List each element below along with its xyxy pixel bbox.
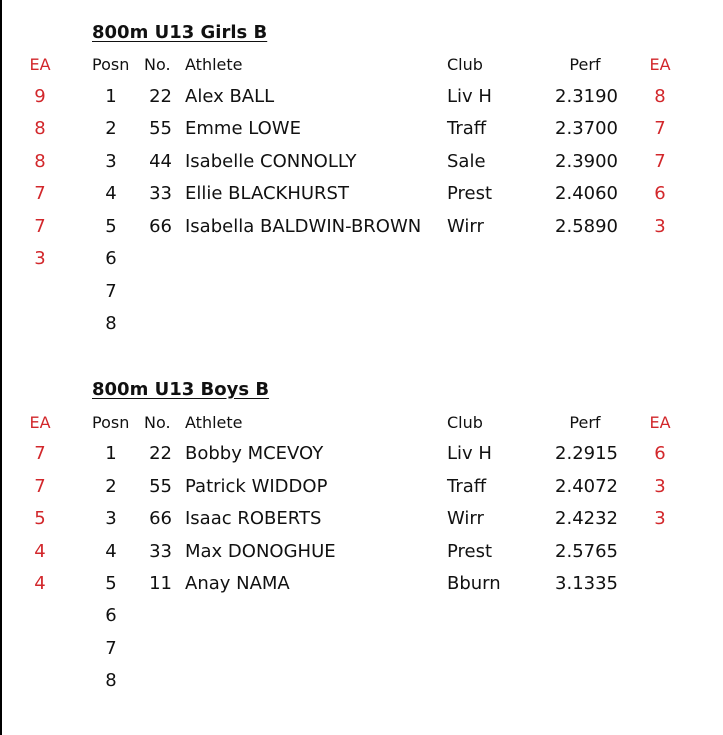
club: Liv H bbox=[447, 443, 492, 464]
performance: 2.3190 bbox=[555, 86, 618, 107]
position: 4 bbox=[105, 541, 117, 562]
position: 6 bbox=[105, 605, 117, 626]
header-athlete: Athlete bbox=[185, 55, 243, 74]
header-perf: Perf bbox=[569, 55, 601, 74]
table-row bbox=[0, 216, 723, 248]
ea-score-right: 3 bbox=[654, 476, 666, 497]
header-no: No. bbox=[144, 413, 171, 432]
ea-score-left: 7 bbox=[34, 216, 46, 237]
position: 7 bbox=[105, 638, 117, 659]
table-row bbox=[0, 86, 723, 118]
table-row bbox=[0, 541, 723, 573]
position: 4 bbox=[105, 183, 117, 204]
athlete-name: Max DONOGHUE bbox=[185, 541, 336, 562]
athlete-name: Isabelle CONNOLLY bbox=[185, 151, 357, 172]
performance: 3.1335 bbox=[555, 573, 618, 594]
club: Liv H bbox=[447, 86, 492, 107]
section-title: 800m U13 Boys B bbox=[92, 379, 270, 400]
ea-score-right: 6 bbox=[654, 183, 666, 204]
table-row bbox=[0, 313, 723, 345]
position: 1 bbox=[105, 443, 117, 464]
athlete-number: 33 bbox=[149, 183, 172, 204]
header-no: No. bbox=[144, 55, 171, 74]
club: Wirr bbox=[447, 508, 484, 529]
performance: 2.2915 bbox=[555, 443, 618, 464]
performance: 2.4060 bbox=[555, 183, 618, 204]
table-row bbox=[0, 281, 723, 313]
club: Prest bbox=[447, 183, 493, 204]
position: 8 bbox=[105, 313, 117, 334]
position: 6 bbox=[105, 248, 117, 269]
athlete-number: 22 bbox=[149, 443, 172, 464]
athlete-number: 11 bbox=[149, 573, 172, 594]
athlete-name: Ellie BLACKHURST bbox=[185, 183, 349, 204]
ea-score-right: 6 bbox=[654, 443, 666, 464]
table-row bbox=[0, 670, 723, 702]
athlete-name: Anay NAMA bbox=[185, 573, 290, 594]
performance: 2.4072 bbox=[555, 476, 618, 497]
ea-score-left: 7 bbox=[34, 443, 46, 464]
ea-score-left: 7 bbox=[34, 476, 46, 497]
header-posn: Posn bbox=[92, 55, 130, 74]
table-row bbox=[0, 183, 723, 215]
table-row bbox=[0, 248, 723, 280]
athlete-name: Bobby MCEVOY bbox=[185, 443, 324, 464]
section-title: 800m U13 Girls B bbox=[92, 22, 268, 43]
position: 1 bbox=[105, 86, 117, 107]
position: 2 bbox=[105, 118, 117, 139]
club: Bburn bbox=[447, 573, 501, 594]
table-row bbox=[0, 443, 723, 475]
club: Wirr bbox=[447, 216, 484, 237]
table-header bbox=[0, 55, 723, 87]
table-row bbox=[0, 573, 723, 605]
ea-score-left: 4 bbox=[34, 573, 46, 594]
position: 2 bbox=[105, 476, 117, 497]
header-club: Club bbox=[447, 413, 483, 432]
header-athlete: Athlete bbox=[185, 413, 243, 432]
performance: 2.3900 bbox=[555, 151, 618, 172]
athlete-name: Patrick WIDDOP bbox=[185, 476, 328, 497]
club: Traff bbox=[447, 118, 487, 139]
header-ea-right: EA bbox=[649, 55, 671, 74]
athlete-name: Isaac ROBERTS bbox=[185, 508, 322, 529]
club: Prest bbox=[447, 541, 493, 562]
header-ea-left: EA bbox=[29, 413, 51, 432]
table-row bbox=[0, 508, 723, 540]
table-row bbox=[0, 118, 723, 150]
athlete-name: Emme LOWE bbox=[185, 118, 301, 139]
ea-score-left: 7 bbox=[34, 183, 46, 204]
table-row bbox=[0, 605, 723, 637]
athlete-number: 66 bbox=[149, 508, 172, 529]
ea-score-right: 7 bbox=[654, 118, 666, 139]
club: Sale bbox=[447, 151, 486, 172]
table-row bbox=[0, 476, 723, 508]
performance: 2.5890 bbox=[555, 216, 618, 237]
performance: 2.3700 bbox=[555, 118, 618, 139]
header-ea-left: EA bbox=[29, 55, 51, 74]
ea-score-left: 9 bbox=[34, 86, 46, 107]
ea-score-left: 3 bbox=[34, 248, 46, 269]
ea-score-right: 8 bbox=[654, 86, 666, 107]
athlete-number: 22 bbox=[149, 86, 172, 107]
position: 8 bbox=[105, 670, 117, 691]
athlete-number: 55 bbox=[149, 476, 172, 497]
position: 3 bbox=[105, 151, 117, 172]
ea-score-right: 3 bbox=[654, 216, 666, 237]
performance: 2.4232 bbox=[555, 508, 618, 529]
table-header bbox=[0, 413, 723, 445]
ea-score-right: 3 bbox=[654, 508, 666, 529]
header-club: Club bbox=[447, 55, 483, 74]
table-row bbox=[0, 638, 723, 670]
ea-score-right: 7 bbox=[654, 151, 666, 172]
ea-score-left: 4 bbox=[34, 541, 46, 562]
athlete-number: 55 bbox=[149, 118, 172, 139]
ea-score-left: 8 bbox=[34, 118, 46, 139]
position: 5 bbox=[105, 216, 117, 237]
club: Traff bbox=[447, 476, 487, 497]
header-ea-right: EA bbox=[649, 413, 671, 432]
ea-score-left: 8 bbox=[34, 151, 46, 172]
header-perf: Perf bbox=[569, 413, 601, 432]
athlete-number: 33 bbox=[149, 541, 172, 562]
performance: 2.5765 bbox=[555, 541, 618, 562]
position: 3 bbox=[105, 508, 117, 529]
position: 7 bbox=[105, 281, 117, 302]
athlete-name: Isabella BALDWIN-BROWN bbox=[185, 216, 422, 237]
athlete-name: Alex BALL bbox=[185, 86, 275, 107]
athlete-number: 44 bbox=[149, 151, 172, 172]
table-row bbox=[0, 151, 723, 183]
ea-score-left: 5 bbox=[34, 508, 46, 529]
position: 5 bbox=[105, 573, 117, 594]
athlete-number: 66 bbox=[149, 216, 172, 237]
header-posn: Posn bbox=[92, 413, 130, 432]
